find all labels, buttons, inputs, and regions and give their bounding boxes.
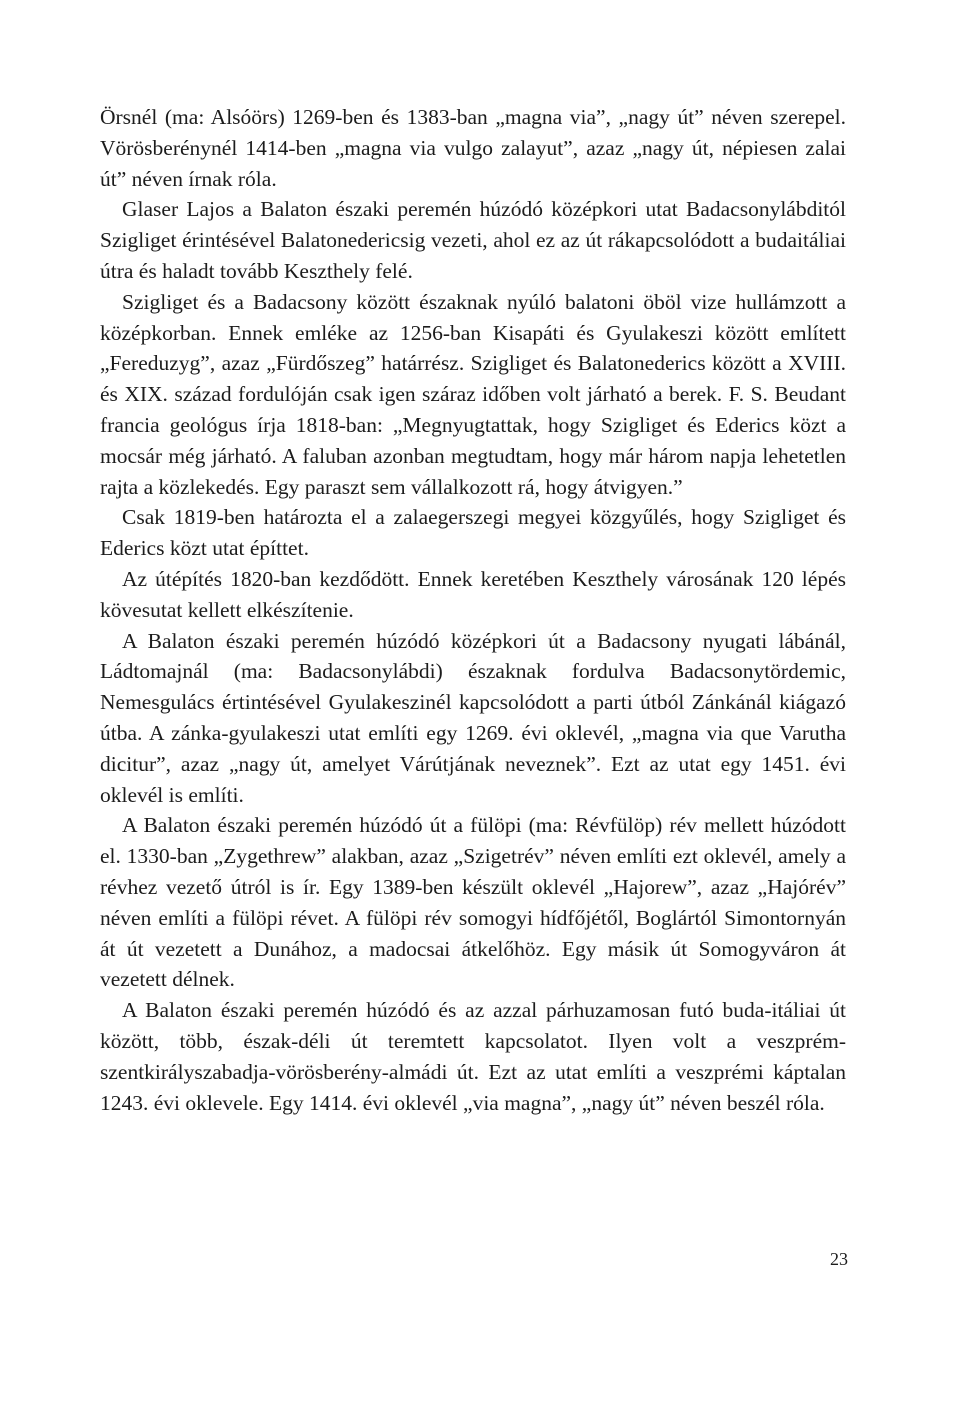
paragraph-3: Szigliget és a Badacsony között északnak nyúló balatoni öböl vize hullámzott a középkorban. Ennek emléke az 1256-ban Kisapáti és Gyulakeszi között említett „Fereduzyg”, azaz „Fürdőszeg” határrész. Szigliget és Balatonederics között a XVIII. és XIX. század fordulóján csak igen száraz időben volt járható a berek. F. S. Beudant francia geológus írja 1818-ban: „Megnyugtattak, hogy Szigliget és Ederics közt a mocsár még járható. A faluban azonban megtudtam, hogy már három napja lehetetlen rajta a közlekedés. Egy paraszt sem vállalkozott rá, hogy átvigyen.” <box>100 289 846 499</box>
paragraph-2: Glaser Lajos a Balaton északi peremén húzódó középkori utat Badacsonylábditól Szigliget érintésével Balatonedericsig vezeti, ahol ez az út rákapcsolódott a budaitáliai útra és haladt tovább Keszthely felé. <box>100 197 846 283</box>
body-text <box>100 102 846 1118</box>
paragraph-8: A Balaton északi peremén húzódó és az azzal párhuzamosan futó buda-itáliai út között, több, észak-déli út teremtett kapcsolatot. Ilyen volt a veszprém-szentkirályszabadja-vörösberény-almádi út. Ezt az utat említi a veszprémi káptalan 1243. évi oklevele. Egy 1414. évi oklevél „via magna”, „nagy út” néven beszél róla. <box>100 998 846 1115</box>
paragraph-4: Csak 1819-ben határozta el a zalaegerszegi megyei közgyűlés, hogy Szigliget és Ederics közt utat építtet. <box>100 505 846 561</box>
paragraph-6: A Balaton északi peremén húzódó középkori út a Badacsony nyugati lábánál, Ládtomajnál (ma: Badacsonylábdi) északnak fordulva Badacsonytördemic, Nemesgulács értintésével Gyulakeszinél kapcsolódott a parti útból Zánkánál kiágazó útba. A zánka-gyulakeszi utat említi egy 1269. évi oklevél, „magna via que Varutha dicitur”, azaz „nagy út, amelyet Várútjának neveznek”. Ezt az utat egy 1451. évi oklevél is említi. <box>100 628 846 807</box>
paragraph-1: Örsnél (ma: Alsóörs) 1269-ben és 1383-ban „magna via”, „nagy út” néven szerepel. Vörösberénynél 1414-ben „magna via vulgo zalayut”, azaz „nagy út, népiesen zalai út” néven írnak róla. <box>100 105 846 191</box>
paragraph-7: A Balaton északi peremén húzódó út a fülöpi (ma: Révfülöp) rév mellett húzódott el. 1330-ban „Zygethrew” alakban, azaz „Szigetrév” néven említi ezt oklevél, amely a révhez vezető útról is ír. Egy 1389-ben készült oklevél „Hajorew”, azaz „Hajórév” néven említi a fülöpi révet. A fülöpi rév somogyi hídfőjétől, Boglártól Simontornyán át út vezetett a Dunához, a madocsai átkelőhöz. Egy másik út Somogyváron át vezetett délnek. <box>100 813 846 992</box>
paragraph-5: Az útépítés 1820-ban kezdődött. Ennek keretében Keszthely városának 120 lépés kövesutat kellett elkészítenie. <box>100 566 846 622</box>
page-number: 23 <box>830 1249 848 1269</box>
